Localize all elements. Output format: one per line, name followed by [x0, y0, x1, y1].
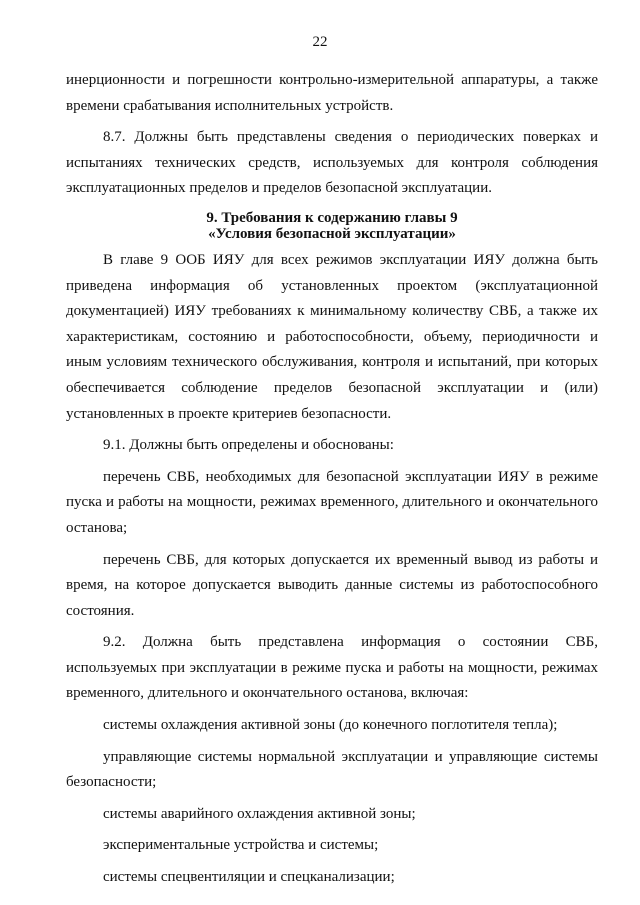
list-item: экспериментальные устройства и системы;	[103, 837, 379, 854]
body-text	[66, 68, 598, 891]
section-heading	[66, 210, 598, 242]
list-item: системы спецвентиляции и спецканализации;	[103, 869, 395, 886]
paragraph-9-2: 9.2. Должна быть представлена информация о состоянии СВБ, используемых при эксплуатации в режиме пуска и работы на мощности, режимах временного, длительного и окончательного останова, включая:	[66, 634, 598, 702]
list-item: управляющие системы нормальной эксплуатации и управляющие системы безопасности;	[66, 748, 598, 791]
paragraph-intro: В главе 9 ООБ ИЯУ для всех режимов эксплуатации ИЯУ должна быть приведена информация об установленных проектом (эксплуатационной документацией) ИЯУ требованиях к минимальному количеству СВБ, а также их характеристикам, состоянию и работоспособности, объему, периодичности и иным условиям технического обслуживания, контроля и испытаний, при которых обеспечивается соблюдение пределов безопасной эксплуатации и (или) установленных в проекте критериев безопасности.	[66, 251, 598, 422]
paragraph-8-7: 8.7. Должны быть представлены сведения о периодических поверках и испытаниях технических средств, используемых для контроля соблюдения эксплуатационных пределов и пределов безопасной эксплуатации.	[66, 129, 598, 197]
paragraph-9-1: 9.1. Должны быть определены и обоснованы:	[103, 437, 394, 454]
section-heading-line2: «Условия безопасной эксплуатации»	[208, 225, 456, 242]
section-heading-line1: 9. Требования к содержанию главы 9	[206, 209, 458, 226]
paragraph-continuation: инерционности и погрешности контрольно-измерительной аппаратуры, а также времени срабатывания исполнительных устройств.	[66, 72, 598, 114]
list-item: перечень СВБ, для которых допускается их временный вывод из работы и время, на которое допускается выводить данные системы из работоспособного состояния.	[66, 551, 598, 619]
page-number: 22	[312, 34, 328, 50]
list-item: системы охлаждения активной зоны (до конечного поглотителя тепла);	[103, 717, 558, 734]
list-item: системы аварийного охлаждения активной зоны;	[103, 805, 416, 822]
list-item: перечень СВБ, необходимых для безопасной эксплуатации ИЯУ в режиме пуска и работы на мощности, режимах временного, длительного и окончательного останова;	[66, 468, 598, 536]
